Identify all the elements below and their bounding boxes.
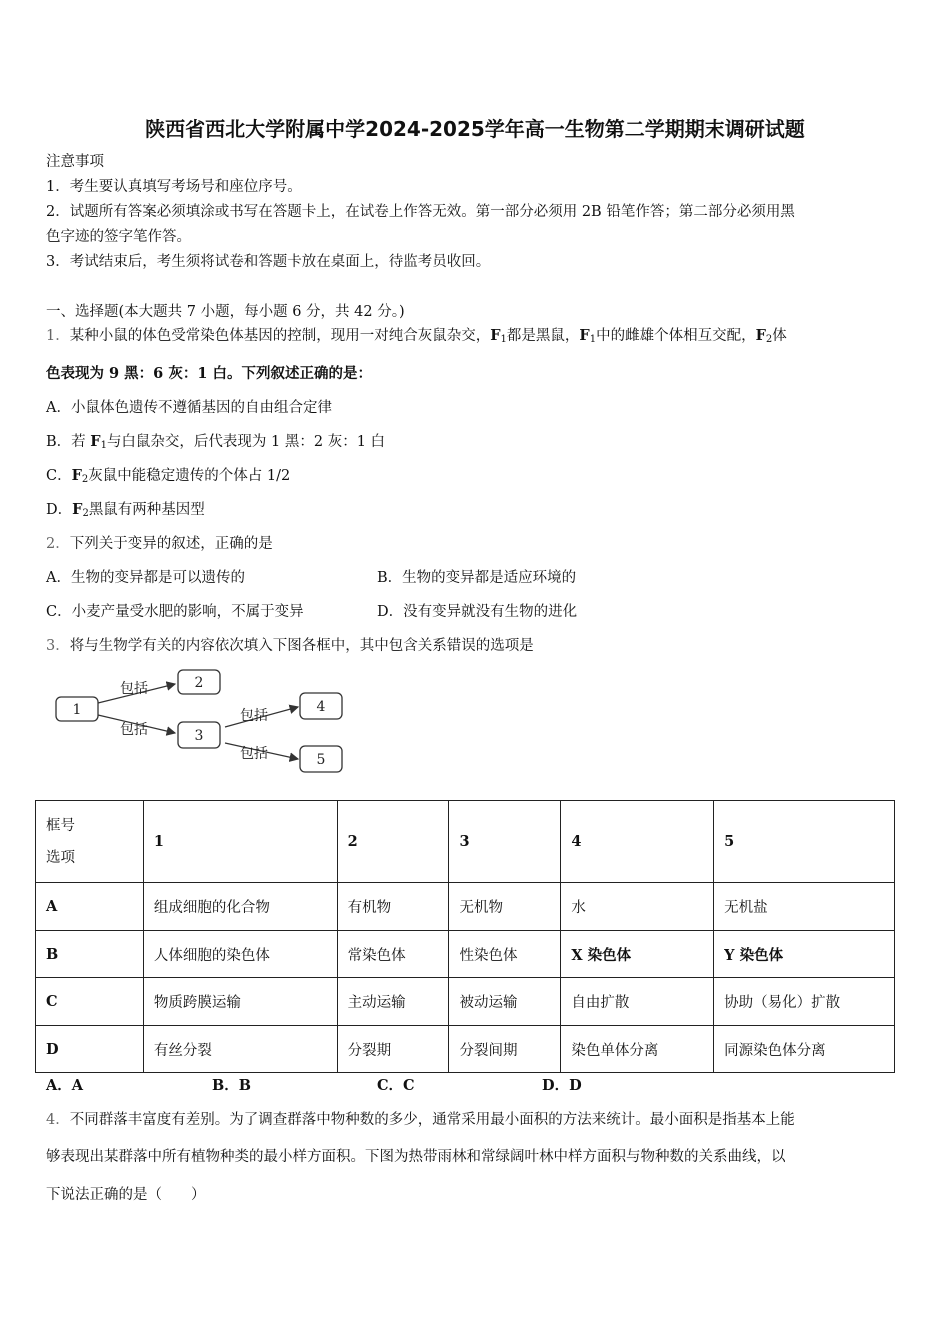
table-row: C 物质跨膜运输 主动运输 被动运输 自由扩散 协助（易化）扩散 (36, 978, 895, 1026)
notice-item-3: 3．考试结束后，考生须将试卷和答题卡放在桌面上，待监考员收回。 (46, 254, 491, 270)
table-header-col: 2 (337, 801, 449, 883)
table-header-col: 3 (449, 801, 561, 883)
notice-item-2-cont: 色字迹的签字笔作答。 (46, 229, 191, 245)
notice-item-1: 1．考生要认真填写考场号和座位序号。 (46, 179, 302, 195)
diagram-box-4 (300, 693, 342, 719)
svg-text:4: 4 (316, 699, 326, 715)
svg-text:3: 3 (194, 728, 204, 744)
question-3-choice-a[interactable]: A．A (46, 1077, 84, 1094)
svg-text:5: 5 (316, 752, 326, 768)
table-header-col: 1 (143, 801, 337, 883)
question-1-option-d[interactable]: D．$F_2$黑鼠有两种基因型 (46, 501, 205, 519)
question-3-stem: 3．将与生物学有关的内容依次填入下图各框中，其中包含关系错误的选项是 (46, 638, 534, 654)
diagram-box-5 (300, 746, 342, 772)
edge-label: 包括 (240, 708, 268, 724)
diagram-box-2 (178, 670, 220, 694)
edge-label: 包括 (240, 746, 268, 762)
question-4-stem-line3: 下说法正确的是（ ） (46, 1187, 206, 1203)
diagram-box-1 (56, 697, 98, 721)
question-2-option-c[interactable]: C．小麦产量受水肥的影响，不属于变异 (46, 604, 304, 620)
table-row: B 人体细胞的染色体 常染色体 性染色体 X 染色体 Y 染色体 (36, 931, 895, 978)
page-title: 陕西省西北大学附属中学2024-2025学年高一生物第二学期期末调研试题 (145, 117, 805, 141)
question-3-choice-b[interactable]: B．B (212, 1077, 252, 1094)
options-table (35, 800, 895, 1073)
question-1-option-a[interactable]: A．小鼠体色遗传不遵循基因的自由组合定律 (46, 400, 332, 416)
question-2-stem: 2．下列关于变异的叙述，正确的是 (46, 536, 273, 552)
notice-heading: 注意事项 (46, 154, 104, 170)
question-1-option-c[interactable]: C．$F_2$灰鼠中能稳定遗传的个体占 1/2 (46, 467, 291, 485)
question-3-choice-d[interactable]: D．D (542, 1077, 582, 1094)
question-1-stem-line2: 色表现为 9 黑：6 灰：1 白。下列叙述正确的是： (46, 365, 372, 382)
question-1-option-b[interactable]: B．若 $F_1$与白鼠杂交，后代表现为 1 黑：2 灰：1 白 (46, 433, 386, 451)
table-row: A 组成细胞的化合物 有机物 无机物 水 无机盐 (36, 883, 895, 931)
question-4-stem-line2: 够表现出某群落中所有植物种类的最小样方面积。下图为热带雨林和常绿阔叶林中样方面积与物种数的关系曲线，以 (46, 1149, 786, 1165)
question-number: 1． (46, 328, 70, 344)
question-2-option-a[interactable]: A．生物的变异都是可以遗传的 (46, 570, 245, 586)
notice-item-2: 2．试题所有答案必须填涂或书写在答题卡上，在试卷上作答无效。第一部分必须用 2B 铅笔作答；第二部分必须用黑 (46, 204, 795, 220)
table-header-col: 5 (714, 801, 895, 883)
table-row: D 有丝分裂 分裂期 分裂间期 染色单体分离 同源染色体分离 (36, 1026, 895, 1073)
inclusion-diagram (50, 665, 360, 780)
question-3-choice-c[interactable]: C．C (377, 1077, 415, 1094)
edge-label: 包括 (120, 722, 148, 738)
table-header-cell: 框号 选项 (36, 801, 144, 883)
question-2-option-b[interactable]: B．生物的变异都是适应环境的 (377, 570, 577, 586)
table-header-col: 4 (561, 801, 714, 883)
svg-text:2: 2 (194, 675, 204, 691)
question-4-stem-line1: 4．不同群落丰富度有差别。为了调查群落中物种数的多少，通常采用最小面积的方法来统计。最小面积是指基本上能 (46, 1112, 795, 1128)
diagram-box-3 (178, 722, 220, 748)
svg-text:1: 1 (72, 702, 82, 718)
section-heading: 一、选择题(本大题共 7 小题，每小题 6 分，共 42 分。) (46, 304, 405, 320)
question-2-option-d[interactable]: D．没有变异就没有生物的进化 (377, 604, 578, 620)
edge-label: 包括 (120, 681, 148, 697)
question-1-stem-line1: 1．某种小鼠的体色受常染色体基因的控制，现用一对纯合灰鼠杂交，$F_1$都是黑鼠，$F_1$中的雌雄个体相互交配，$F_2$体 (46, 327, 787, 345)
table-header-row (36, 801, 895, 883)
